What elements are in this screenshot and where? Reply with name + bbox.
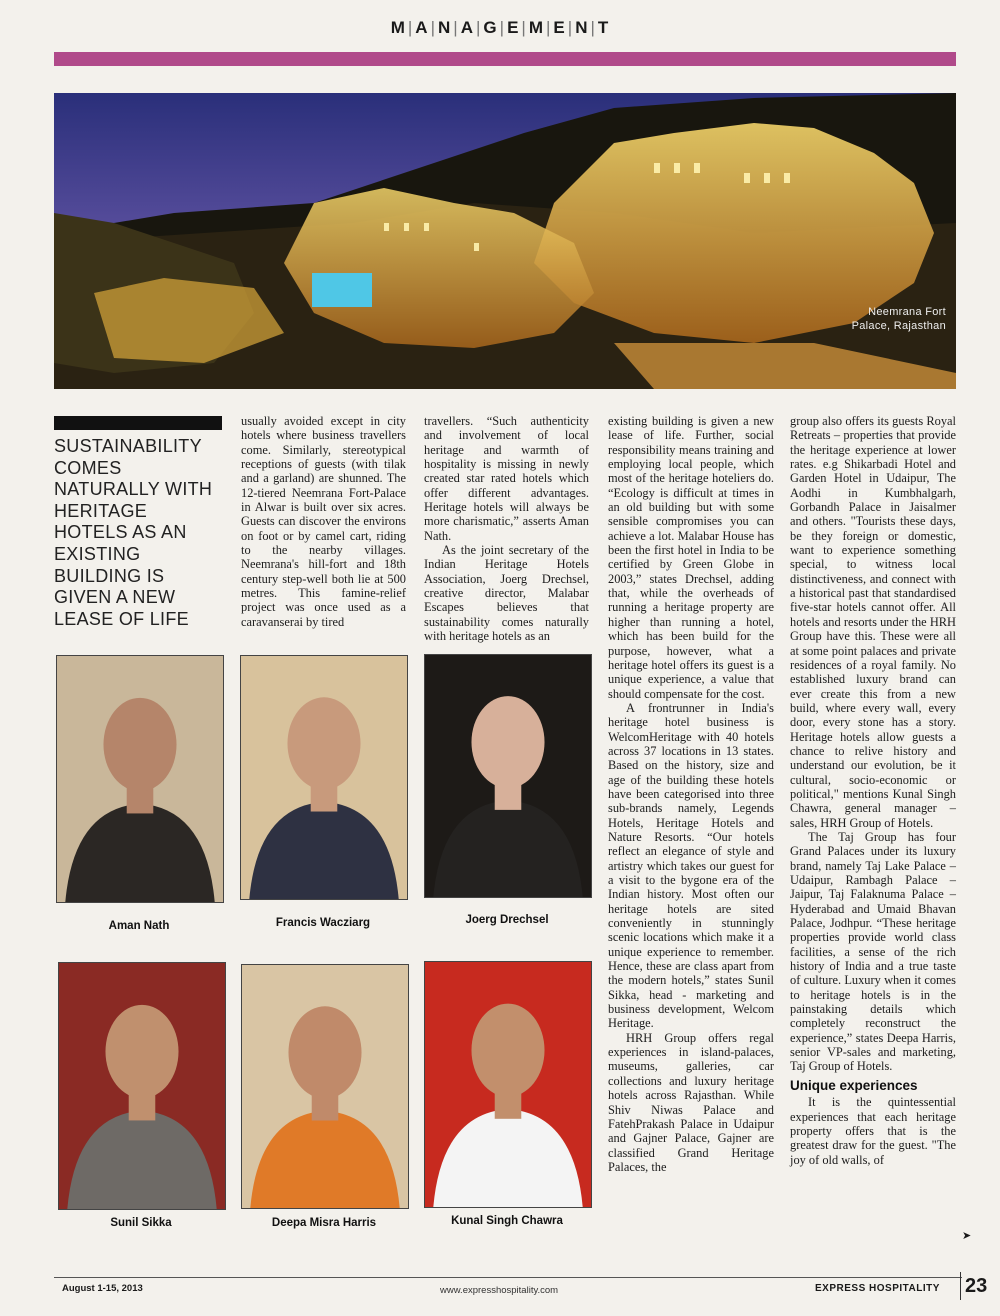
paragraph: usually avoided except in city hotels where business travellers come. Similarly, stereotypical receptions of guests (with tilak and a garland) are shunned. The 12-tiered Neemrana Fort-Palace in Alwar is built over six acres. Guests can discover the environs on foot or by camel cart, riding to the nearby villages. Neemrana's hill-fort and 18th century step-well both lie at 500 metres. This famine-relief project was once used as a caravanserai by tired <box>241 414 406 629</box>
paragraph: As the joint secretary of the Indian Heritage Hotels Association, Joerg Drechsel, creative director, Malabar Escapes believes that sustainability comes naturally with heritage hotels as an <box>424 543 589 644</box>
header-letter: T <box>597 18 610 37</box>
header-letter: N <box>438 18 452 37</box>
portrait-photo <box>58 962 226 1210</box>
header-letter: E <box>507 18 520 37</box>
photo-caption: Aman Nath <box>108 920 170 932</box>
fort-palace-illustration <box>54 93 956 389</box>
hero-caption <box>852 305 946 333</box>
text-column-1 <box>241 414 406 629</box>
photo-caption: Francis Wacziarg <box>275 917 371 929</box>
paragraph: HRH Group offers regal experiences in island-palaces, museums, galleries, car collections and luxury heritage hotels across Rajasthan. While Shiv Niwas Palace and FatehPrakash Palace in Udaipur and Gajner Palace, Gajner are classified Grand Heritage Palaces, the <box>608 1030 774 1174</box>
portrait-photo <box>240 655 408 900</box>
text-column-2 <box>424 414 589 644</box>
paragraph: group also offers its guests Royal Retreats – properties that provide the heritage experience at lower rates. e.g Shikarbadi Hotel and Garden Hotel in Udaipur, The Aodhi in Kumbhalgarh, Gorbandh Palace in Jaisalmer and others. "Tourists these days, be they foreign or domestic, want to experience something special, to witness local distinctiveness, and connect with a historical past that standardised five-star hotels cannot offer. All hotels and resorts under the HRH Group have this. These were all at some point palaces and private residences of a royal family. No established luxury brand can ever create this from a new build, where every wall, every door, every stone has a story. Heritage hotels allow guests a chance to relive history and understand our evolution, be it cultural, socio-economic or political," mentions Kunal Singh Chawra, general manager – sales, HRH Group of Hotels. <box>790 414 956 830</box>
portrait-illustration <box>57 656 223 902</box>
text-column-4 <box>790 414 956 1167</box>
section-color-bar <box>54 52 956 66</box>
portrait-illustration <box>241 656 407 899</box>
header-letter: N <box>575 18 589 37</box>
portrait-photo <box>424 961 592 1208</box>
paragraph: It is the quintessential experiences that each heritage property offers that is the greatest draw for the guest. "The joy of old walls, of <box>790 1095 956 1167</box>
portrait-illustration <box>59 963 225 1209</box>
continue-arrow-icon: ➤ <box>962 1230 972 1242</box>
paragraph: A frontrunner in India's heritage hotel business is WelcomHeritage with 40 hotels across 37 locations in 13 states. Based on the history, size and age of the building these hotels have been categorised into three sub-brands namely, Legends Hotels, Heritage Hotels and Nature Resorts. “Our hotels reflect an elegance of style and artistry which takes our guest for a visit to the bygone era of the Indian history. Most often our heritage hotels are sited conveniently in stunningly scenic locations which make it a unique experience to remember. Hence, these are class apart from the modern hotels,” states Sunil Sikka, head - marketing and business development, Welcom Heritage. <box>608 700 774 1031</box>
photo-caption: Sunil Sikka <box>110 1217 172 1229</box>
photo-caption: Deepa Misra Harris <box>271 1217 377 1229</box>
portrait-illustration <box>425 962 591 1207</box>
header-letter: G <box>483 18 498 37</box>
subheading: Unique experiences <box>790 1077 918 1093</box>
caption-line: Neemrana Fort <box>868 306 946 318</box>
footer-divider <box>960 1272 961 1300</box>
article-deck: SUSTAINABILITY COMES NATURALLY WITH HERITAGE HOTELS AS AN EXISTING BUILDING IS GIVEN A NEW LEASE OF LIFE <box>54 436 213 629</box>
header-letter: E <box>553 18 566 37</box>
header-letter: A <box>460 18 474 37</box>
footer-rule <box>54 1277 962 1278</box>
section-header: M | A | N | A | G | E | M | E | N | T <box>390 18 610 37</box>
website-url: www.expresshospitality.com <box>440 1285 559 1296</box>
header-letter: A <box>415 18 429 37</box>
portrait-photo <box>424 654 592 898</box>
publication-name: EXPRESS HOSPITALITY <box>815 1283 940 1294</box>
portrait-photo <box>241 964 409 1209</box>
header-letter: M <box>390 18 406 37</box>
text-column-3 <box>608 414 774 1174</box>
photo-caption: Kunal Singh Chawra <box>451 1215 563 1227</box>
page-number: 23 <box>965 1275 988 1297</box>
photo-caption: Joerg Drechsel <box>465 914 549 926</box>
paragraph: existing building is given a new lease of life. Further, social responsibility means training and employing local people, which most of the heritage hoteliers do. “Ecology is difficult at times in an old building but with some sensible compromises you can achieve a lot. Malabar House has been the first hotel in India to be certified by Green Globe in 2003,” states Drechsel, adding that, while the overheads of running a heritage property are higher than running a hotel, which has been build for the purpose, however, what a heritage hotel offers its guest is a unique experience, a value that should compensate for the cost. <box>608 414 774 701</box>
deck-bar <box>54 416 222 430</box>
hero-photo <box>54 93 956 389</box>
portrait-illustration <box>242 965 408 1208</box>
caption-line: Palace, Rajasthan <box>851 320 946 332</box>
portrait-illustration <box>425 655 591 897</box>
paragraph: travellers. “Such authenticity and involvement of local heritage and warmth of hospitality is missing in newly created star rated hotels which offer different advantages. Heritage hotels will always be more charismatic,” asserts Aman Nath. <box>424 414 589 543</box>
portrait-photo <box>56 655 224 903</box>
header-letter: M <box>528 18 544 37</box>
issue-date: August 1-15, 2013 <box>62 1283 143 1294</box>
paragraph: The Taj Group has four Grand Palaces under its luxury brand, namely Taj Lake Palace – Udaipur, Rambagh Palace – Jaipur, Taj Falaknuma Palace – Hyderabad and Umaid Bhavan Palace, Jodhpur. “These heritage properties provide world class facilities, a sense of the rich history of India and a true taste of culture. Luxury when it comes to heritage hotels is in the painstaking details which completely reconstruct the experience,” states Deepa Harris, senior VP-sales and marketing, Taj Group of Hotels. <box>790 829 956 1074</box>
